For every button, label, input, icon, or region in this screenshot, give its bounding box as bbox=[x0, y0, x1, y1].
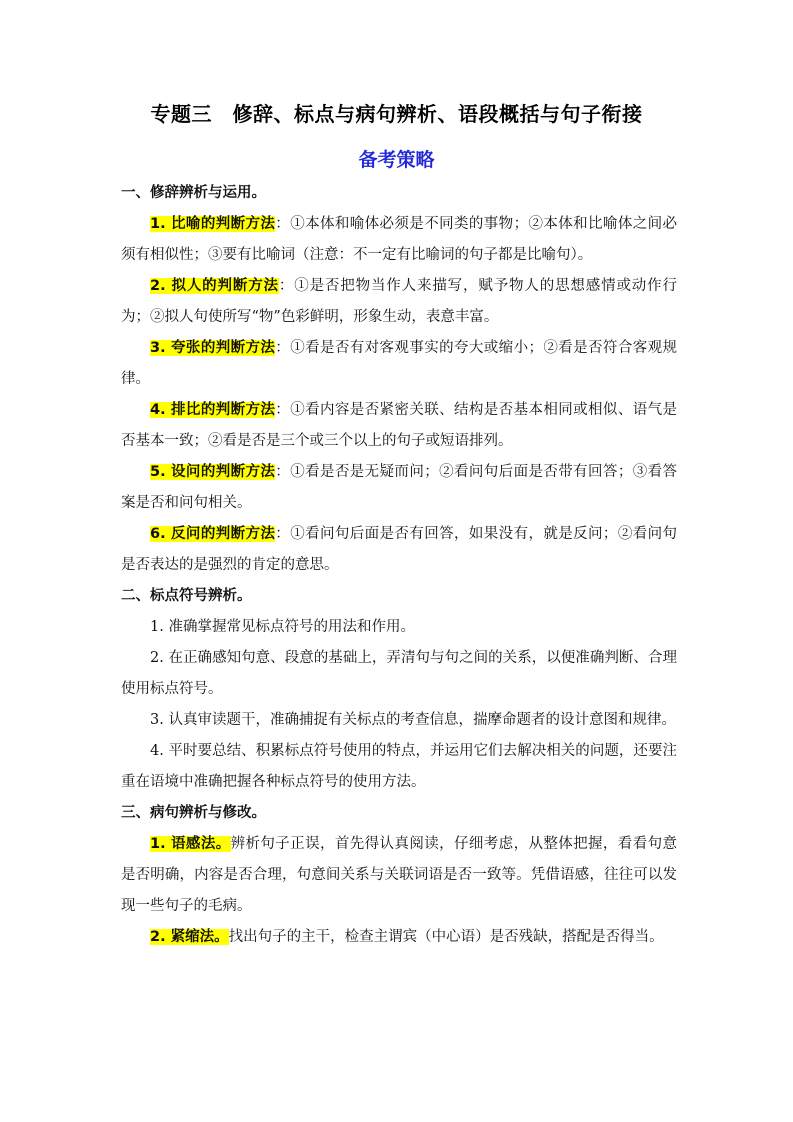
list-item: 1. 准确掌握常见标点符号的用法和作用。 bbox=[150, 619, 415, 635]
paragraph-condense-method bbox=[121, 922, 677, 953]
paragraph-hypophora bbox=[121, 457, 677, 519]
paragraph-text: 辨析句子正误，首先得认真阅读，仔细考虑，从整体把握，看看句意是否明确，内容是否合理，句意间关系与关联词语是否一致等。凭借语感，往往可以发现一些句子的毛病。 bbox=[121, 836, 677, 914]
paragraph-text: 找出句子的主干，检查主谓宾（中心语）是否残缺，搭配是否得当。 bbox=[228, 929, 664, 945]
paragraph-sense-method bbox=[121, 829, 677, 922]
paragraph-personification bbox=[121, 271, 677, 333]
list-item: 3. 认真审读题干，准确捕捉有关标点的考查信息，揣摩命题者的设计意图和规律。 bbox=[150, 712, 676, 728]
paragraph-rhetorical-question bbox=[121, 519, 677, 581]
paragraph-text: ：①看是否是无疑而问；②看问句后面是否带有回答；③看答案是否和问句相关。 bbox=[121, 464, 677, 511]
paragraph-text: ：①看问句后面是否有回答，如果没有，就是反问；②看问句是否表达的是强烈的肯定的意思。 bbox=[121, 526, 677, 573]
paragraph-text: ：①是否把物当作人来描写，赋予物人的思想感情或动作行为；②拟人句使所写“物”色彩鲜明，形象生动，表意丰富。 bbox=[121, 278, 677, 325]
highlight-label: 3. 夸张的判断方法 bbox=[150, 340, 276, 356]
paragraph-metaphor bbox=[121, 209, 677, 271]
list-item: 4. 平时要总结、积累标点符号使用的特点，并运用它们去解决相关的问题，还要注重在语境中准确把握各种标点符号的使用方法。 bbox=[121, 743, 677, 790]
section-heading-faulty-sentences: 三、病句辨析与修改。 bbox=[121, 805, 266, 821]
highlight-label: 5. 设问的判断方法 bbox=[150, 464, 276, 480]
page-subtitle: 备考策略 bbox=[358, 149, 435, 171]
list-item: 2. 在正确感知句意、段意的基础上，弄清句与句之间的关系，以便准确判断、合理使用标点符号。 bbox=[121, 650, 677, 697]
paragraph-hyperbole bbox=[121, 333, 677, 395]
paragraph-text: ：①看内容是否紧密关联、结构是否基本相同或相似、语气是否基本一致；②看是否是三个或三个以上的句子或短语排列。 bbox=[121, 402, 677, 449]
highlight-label: 1. 比喻的判断方法 bbox=[150, 216, 276, 232]
paragraph-parallelism bbox=[121, 395, 677, 457]
paragraph-text: ：①看是否有对客观事实的夸大或缩小；②看是否符合客观规律。 bbox=[121, 340, 677, 387]
section-heading-rhetoric: 一、修辞辨析与运用。 bbox=[121, 185, 266, 201]
highlight-label: 6. 反问的判断方法 bbox=[150, 526, 276, 542]
highlight-label: 2. 拟人的判断方法 bbox=[150, 278, 279, 294]
highlight-label: 4. 排比的判断方法 bbox=[150, 402, 276, 418]
highlight-label: 2. 紧缩法。 bbox=[150, 929, 229, 945]
document-body bbox=[121, 178, 677, 953]
page-title: 专题三 修辞、标点与病句辨析、语段概括与句子衔接 bbox=[150, 102, 643, 126]
highlight-label: 1. 语感法。 bbox=[150, 836, 231, 852]
section-heading-punctuation: 二、标点符号辨析。 bbox=[121, 588, 252, 604]
paragraph-text: ：①本体和喻体必须是不同类的事物；②本体和比喻体之间必须有相似性；③要有比喻词（注意：不一定有比喻词的句子都是比喻句）。 bbox=[121, 216, 677, 263]
